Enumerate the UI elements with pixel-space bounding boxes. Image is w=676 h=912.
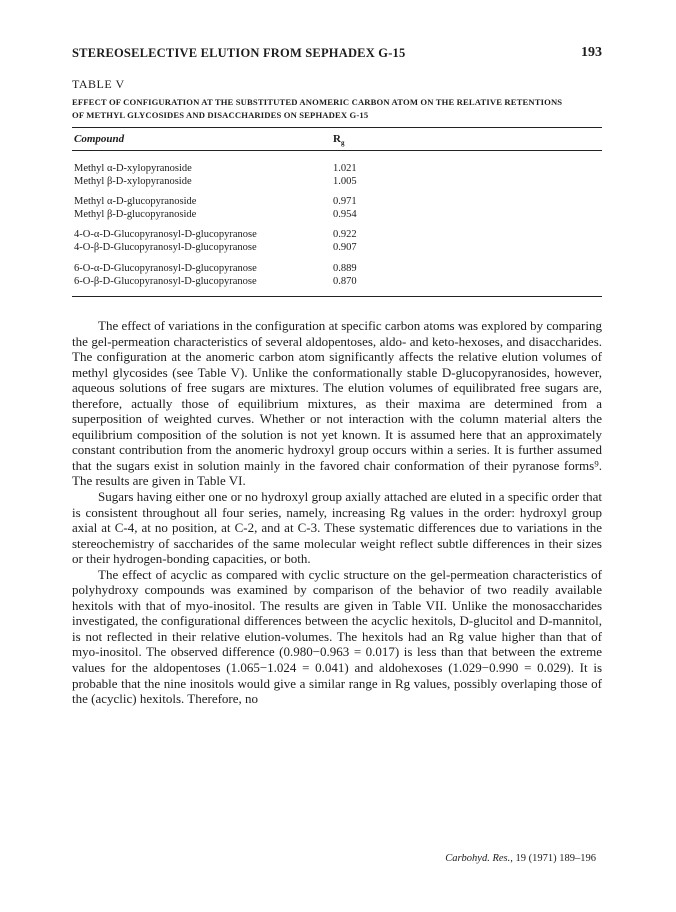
compound-name: Methyl β-D-glucopyranoside — [74, 209, 197, 220]
relative-retention-value: 0.922 — [333, 229, 357, 240]
relative-retention-value: 1.021 — [333, 163, 357, 174]
table-header-rule — [72, 150, 602, 151]
compound-name: Methyl β-D-xylopyranoside — [74, 176, 192, 187]
running-head — [72, 46, 602, 64]
journal-name: Carbohyd. Res., — [445, 853, 513, 864]
column-header-compound: Compound — [74, 133, 125, 145]
relative-retention-value: 0.907 — [333, 242, 357, 253]
relative-retention-value: 0.954 — [333, 209, 357, 220]
running-head-title: STEREOSELECTIVE ELUTION FROM SEPHADEX G-15 — [72, 46, 406, 60]
relative-retention-value: 0.889 — [333, 263, 357, 274]
compound-name: 4-O-β-D-Glucopyranosyl-D-glucopyranose — [74, 242, 257, 253]
paragraph: The effect of acyclic as compared with cyclic structure on the gel-permeation characteristics of polyhydroxy compounds was examined by comparison of the behavior of two readily available hexitols with that of myo-inositol. The results are given in Table VII. Unlike the monosaccharides investigated, the configurational differences between the acyclic hexitols, D-glucitol and D-mannitol, is not reflected in their relative elution-volumes. The hexitols had an Rg value higher than that of myo-inositol. The observed difference (0.980−0.963 = 0.017) is less than that between the extreme values for the aldopentoses (1.065−1.024 = 0.041) and aldohexoses (1.029−0.990 = 0.029). It is probable that the nine inositols would give a similar range in Rg values, possibly overlaping those of the (acyclic) hexitols. Therefore, no — [72, 566, 602, 707]
journal-volume: 19 (1971) 189–196 — [515, 853, 596, 864]
compound-name: Methyl α-D-glucopyranoside — [74, 196, 197, 207]
compound-name: 4-O-α-D-Glucopyranosyl-D-glucopyranose — [74, 229, 257, 240]
page-number: 193 — [581, 45, 602, 60]
compound-name: 6-O-β-D-Glucopyranosyl-D-glucopyranose — [74, 276, 257, 287]
table-caption-line-2: OF METHYL GLYCOSIDES AND DISACCHARIDES ON SEPHADEX G-15 — [72, 110, 369, 120]
table-caption — [72, 96, 602, 122]
compound-name: 6-O-α-D-Glucopyranosyl-D-glucopyranose — [74, 263, 257, 274]
table-bottom-rule — [72, 296, 602, 297]
paragraph: Sugars having either one or no hydroxyl group axially attached are eluted in a specific order that is consistent throughout all four series, namely, increasing Rg values in the order: hydroxyl group axial at C-4, at no position, at C-2, and at C-3. These systematic differences due to variations in the stereochemistry of saccharides of the same molecular weight reflect subtle differences in their sizes or their hydrogen-bonding capacities, or both. — [72, 489, 602, 567]
relative-retention-value: 1.005 — [333, 176, 357, 187]
compound-name: Methyl α-D-xylopyranoside — [74, 163, 192, 174]
paragraph: The effect of variations in the configuration at specific carbon atoms was explored by comparing the gel-permeation characteristics of several aldopentoses, aldo- and keto-hexoses, and disaccharides. The configuration at the anomeric carbon atom significantly affects the relative elution volumes of methyl glycosides (see Table V). Unlike the conformationally stable D-glucopyranosides, however, aqueous solutions of free sugars are mixtures. The elution volumes of equilibrated free sugars are, therefore, actually those of equilibrium mixtures, as their maxima are determined from a superposition of weighted curves. Whether or not interaction with the column material alters the equilibrium composition of the solution is not yet known. It is assumed here that an approximately constant contribution from the anomeric hydroxyl group occurs within a series. It is further assumed that the sugars exist in solution mainly in the favored chair conformation of their pyranose forms⁹. The results are given in Table VI. — [72, 318, 602, 489]
relative-retention-value: 0.870 — [333, 276, 357, 287]
table-caption-line-1: EFFECT OF CONFIGURATION AT THE SUBSTITUTED ANOMERIC CARBON ATOM ON THE RELATIVE RETENTIONS — [72, 97, 563, 107]
table-label: TABLE V — [72, 77, 125, 91]
body-text — [72, 318, 602, 707]
journal-citation-footer — [445, 853, 596, 864]
relative-retention-value: 0.971 — [333, 196, 357, 207]
column-header-relative-retention: $R_g$ — [333, 133, 345, 148]
table-top-rule — [72, 127, 602, 128]
